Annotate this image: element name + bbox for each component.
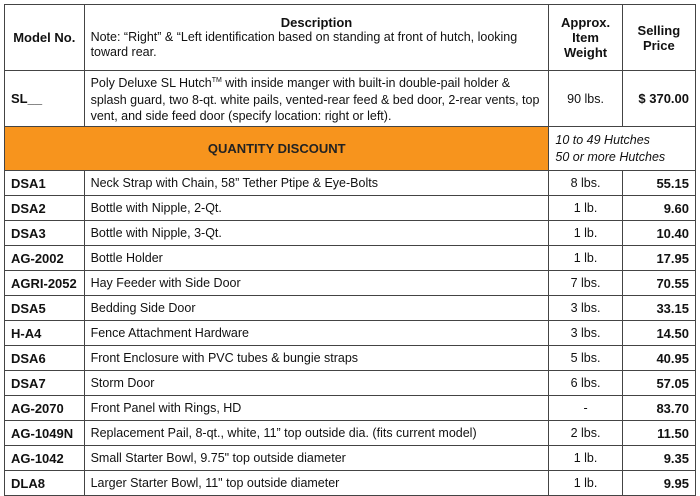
item-model: DSA7 xyxy=(5,371,85,396)
item-model: DSA5 xyxy=(5,296,85,321)
item-model: DLA8 xyxy=(5,471,85,496)
discount-tier-1: 10 to 49 Hutches xyxy=(555,132,650,147)
item-weight: 8 lbs. xyxy=(549,171,622,196)
description-header-title: Description xyxy=(280,15,353,30)
item-price: 14.50 xyxy=(622,321,695,346)
item-description: Storm Door xyxy=(84,371,549,396)
item-description: Larger Starter Bowl, 11" top outside diameter xyxy=(84,471,549,496)
item-description: Bedding Side Door xyxy=(84,296,549,321)
table-row xyxy=(5,321,696,346)
item-weight: 6 lbs. xyxy=(549,371,622,396)
table-header-row xyxy=(5,5,696,71)
item-weight: - xyxy=(549,396,622,421)
item-description: Hay Feeder with Side Door xyxy=(84,271,549,296)
model-column-header: Model No. xyxy=(5,5,85,71)
main-item-weight: 90 lbs. xyxy=(549,71,622,127)
item-price: 9.35 xyxy=(622,446,695,471)
quantity-discount-row xyxy=(5,127,696,171)
item-price: 55.15 xyxy=(622,171,695,196)
item-model: H-A4 xyxy=(5,321,85,346)
item-model: DSA3 xyxy=(5,221,85,246)
quantity-discount-tiers xyxy=(549,127,696,171)
item-weight: 2 lbs. xyxy=(549,421,622,446)
main-item-description xyxy=(84,71,549,127)
discount-tier-2: 50 or more Hutches xyxy=(555,149,666,164)
item-price: 57.05 xyxy=(622,371,695,396)
table-row xyxy=(5,371,696,396)
item-model: AG-2070 xyxy=(5,396,85,421)
item-weight: 1 lb. xyxy=(549,446,622,471)
main-item-price: $ 370.00 xyxy=(622,71,695,127)
item-weight: 1 lb. xyxy=(549,196,622,221)
item-weight: 7 lbs. xyxy=(549,271,622,296)
accessory-rows xyxy=(5,171,696,496)
item-description: Neck Strap with Chain, 58” Tether Ptipe & Eye-Bolts xyxy=(84,171,549,196)
item-weight: 5 lbs. xyxy=(549,346,622,371)
item-price: 33.15 xyxy=(622,296,695,321)
main-item-description-rest: with inside manger with built-in double-pail holder & splash guard, two 8-qt. white pails, vented-rear feed & bed door, 2-rear vents, top vent, and side feed door (specify location: right or left). xyxy=(90,76,540,123)
main-item-row xyxy=(5,71,696,127)
table-row xyxy=(5,396,696,421)
table-row xyxy=(5,446,696,471)
table-row xyxy=(5,471,696,496)
item-price: 10.40 xyxy=(622,221,695,246)
item-model: AGRI-2052 xyxy=(5,271,85,296)
item-price: 40.95 xyxy=(622,346,695,371)
table-row xyxy=(5,346,696,371)
item-weight: 1 lb. xyxy=(549,221,622,246)
item-price: 17.95 xyxy=(622,246,695,271)
item-weight: 1 lb. xyxy=(549,246,622,271)
table-row xyxy=(5,171,696,196)
main-item-description-start: Poly Deluxe SL Hutch xyxy=(90,76,212,91)
price-table xyxy=(4,4,696,496)
item-description: Bottle with Nipple, 2-Qt. xyxy=(84,196,549,221)
table-row xyxy=(5,296,696,321)
item-model: DSA2 xyxy=(5,196,85,221)
weight-column-header: Approx. Item Weight xyxy=(549,5,622,71)
table-row xyxy=(5,196,696,221)
item-price: 9.60 xyxy=(622,196,695,221)
table-row xyxy=(5,246,696,271)
trademark-mark: TM xyxy=(211,77,222,85)
main-item-model: SL__ xyxy=(5,71,85,127)
item-model: AG-1042 xyxy=(5,446,85,471)
item-description: Front Panel with Rings, HD xyxy=(84,396,549,421)
item-price: 11.50 xyxy=(622,421,695,446)
item-description: Replacement Pail, 8-qt., white, 11” top outside dia. (fits current model) xyxy=(84,421,549,446)
price-column-header: Selling Price xyxy=(622,5,695,71)
item-weight: 1 lb. xyxy=(549,471,622,496)
table-row xyxy=(5,421,696,446)
item-description: Bottle with Nipple, 3-Qt. xyxy=(84,221,549,246)
description-header-note: Note: “Right” & “Left identification based on standing at front of hutch, looking toward rear. xyxy=(90,30,518,59)
item-model: AG-1049N xyxy=(5,421,85,446)
table-row xyxy=(5,221,696,246)
item-model: AG-2002 xyxy=(5,246,85,271)
item-description: Front Enclosure with PVC tubes & bungie straps xyxy=(84,346,549,371)
item-price: 83.70 xyxy=(622,396,695,421)
item-description: Fence Attachment Hardware xyxy=(84,321,549,346)
quantity-discount-label: QUANTITY DISCOUNT xyxy=(5,127,549,171)
table-row xyxy=(5,271,696,296)
item-weight: 3 lbs. xyxy=(549,321,622,346)
item-weight: 3 lbs. xyxy=(549,296,622,321)
item-model: DSA6 xyxy=(5,346,85,371)
item-description: Bottle Holder xyxy=(84,246,549,271)
description-column-header xyxy=(84,5,549,71)
item-model: DSA1 xyxy=(5,171,85,196)
item-price: 9.95 xyxy=(622,471,695,496)
item-description: Small Starter Bowl, 9.75" top outside diameter xyxy=(84,446,549,471)
item-price: 70.55 xyxy=(622,271,695,296)
